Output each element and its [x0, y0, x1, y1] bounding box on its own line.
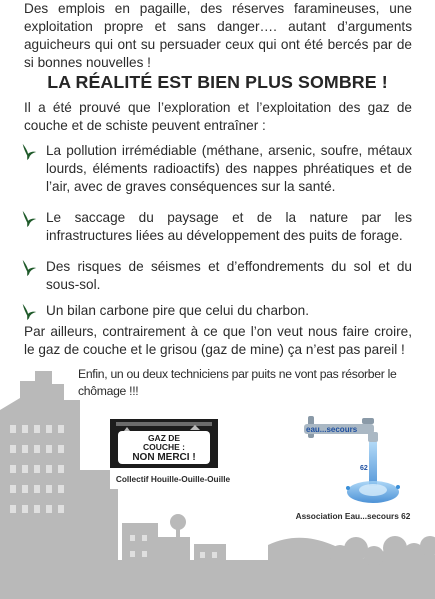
closing-note: Enfin, un ou deux techniciens par puits ne vont pas résorber le chômage !!! — [78, 367, 397, 398]
logo-line-1: GAZ DE — [147, 433, 181, 443]
collectif-caption: Collectif Houille-Ouille-Ouille — [115, 474, 231, 484]
association-caption: Association Eau...secours 62 — [295, 511, 411, 521]
bird-icon — [20, 303, 38, 321]
association-number: 62 — [360, 465, 368, 472]
association-name: eau...secours — [306, 425, 358, 434]
water-tap-logo — [300, 412, 410, 506]
bird-icon — [20, 143, 38, 161]
bullet-text: Des risques de séismes et d’effondrements du sol et du sous-sol. — [46, 259, 412, 292]
logo-line-3: NON MERCI ! — [132, 452, 196, 463]
bullet-text: Le saccage du paysage et de la nature par les infrastructures liées au développement des puits de forage. — [46, 210, 412, 243]
logo-line-2: COUCHE : — [142, 442, 186, 452]
bullet-text: La pollution irrémédiable (méthane, arsenic, soufre, métaux lourds, éléments radioactifs) des nappes phréatiques et de l’air, avec de graves conséquences sur la santé. — [46, 143, 412, 194]
second-paragraph: Par ailleurs, contrairement à ce que l’on veut nous faire croire, le gaz de couche et le grisou (gaz de mine) ça n’est pas pareil ! — [24, 324, 412, 357]
lead-paragraph: Il a été prouvé que l’exploration et l’exploitation des gaz de couche et de schiste peuvent entraîner : — [24, 100, 412, 133]
bird-icon — [20, 210, 38, 228]
intro-paragraph: Des emplois en pagaille, des réserves faramineuses, une exploitation propre et sans danger…. autant d’arguments aguicheurs qui ont su persuader ceux qui ont été bercés par de si bonnes nouvelles ! — [24, 1, 412, 70]
bird-icon — [20, 259, 38, 277]
page-heading: LA RÉALITÉ EST BIEN PLUS SOMBRE ! — [47, 72, 388, 92]
bullet-text: Un bilan carbone pire que celui du charbon. — [46, 303, 309, 318]
collectif-logo — [110, 419, 218, 468]
